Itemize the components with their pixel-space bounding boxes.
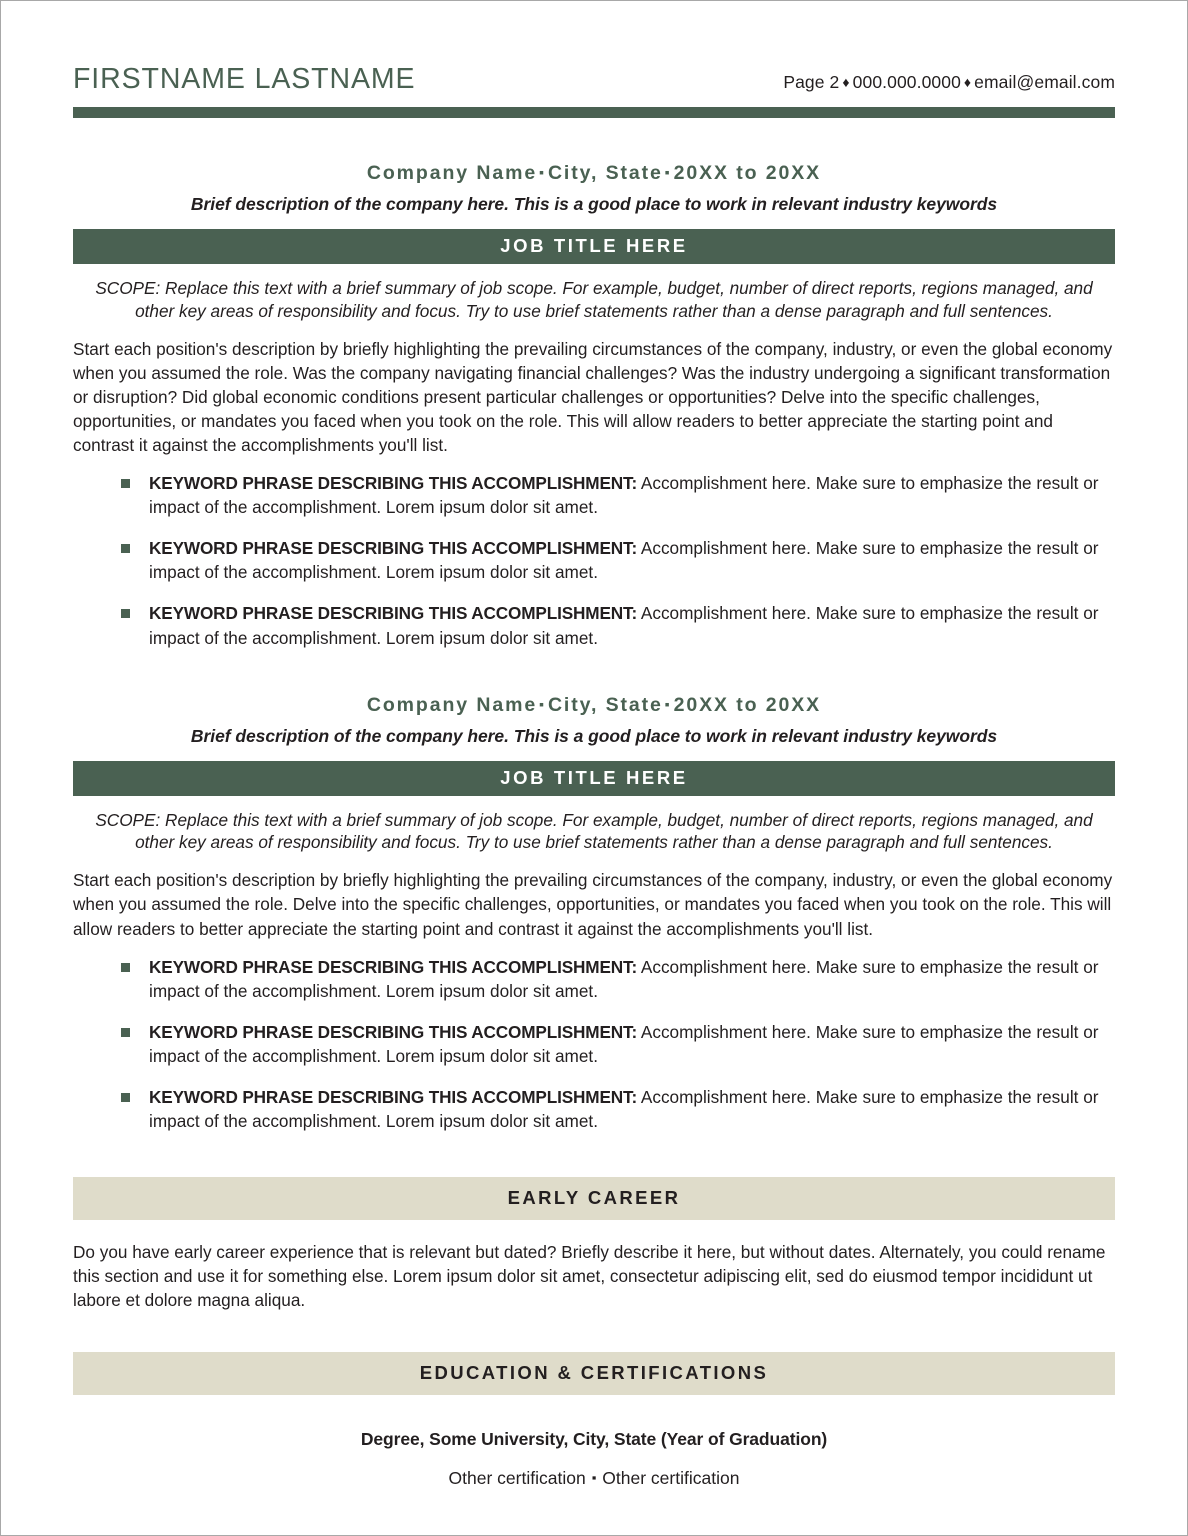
job-body-paragraph: Start each position's description by briefly highlighting the prevailing circumstances of the company, industry, or even the global economy when you assumed the role. Was the company navigating financial challenges? Was the industry undergoing a significant transformation or disruption? Did global economic conditions present particular challenges or opportunities? Delve into the specific challenges, opportunities, or mandates you faced when you took on the role. This will allow readers to better appreciate the starting point and contrast it against the accomplishments you'll list. [73,338,1113,456]
square-bullet-icon [121,1093,130,1102]
list-item [73,955,1115,1003]
accomplishment-text: Accomplishment here. Make sure to emphasize the result or impact of the accomplishment. Lorem ipsum dolor sit amet. [149,1021,1099,1066]
job-title-banner: JOB TITLE HERE [73,761,1115,796]
section-heading-early-career: EARLY CAREER [73,1177,1115,1220]
square-bullet-icon [121,963,130,972]
list-item [73,1085,1115,1133]
section-spacer [73,1312,1115,1352]
document-header [73,1,1115,96]
square-bullet-icon [121,479,130,488]
square-separator-icon: ▪ [591,1470,597,1486]
job-title-banner: JOB TITLE HERE [73,229,1115,264]
accomplishment-text: Accomplishment here. Make sure to emphasize the result or impact of the accomplishment. Lorem ipsum dolor sit amet. [149,956,1099,1001]
square-separator-icon: ▪ [539,164,546,180]
accomplishment-keyword: KEYWORD PHRASE DESCRIBING THIS ACCOMPLISHMENT: [149,603,638,624]
company-location: City, State [547,162,663,184]
certification-item: Other certification [448,1468,586,1489]
list-item [73,536,1115,584]
company-name: Company Name [366,162,538,184]
accomplishment-keyword: KEYWORD PHRASE DESCRIBING THIS ACCOMPLISHMENT: [149,1086,638,1107]
job-entry [73,162,1115,650]
company-location: City, State [547,693,663,716]
accomplishment-text: Accomplishment here. Make sure to emphasize the result or impact of the accomplishment. Lorem ipsum dolor sit amet. [149,1086,1099,1131]
diamond-separator-icon: ♦ [842,74,850,90]
square-separator-icon: ▪ [664,695,672,712]
section-spacer [73,1133,1115,1177]
diamond-separator-icon: ♦ [963,74,972,90]
page-content [1,1,1187,1489]
list-item [73,1020,1115,1068]
company-description: Brief description of the company here. This is a good place to work in relevant industry keywords [190,725,998,746]
company-description: Brief description of the company here. This is a good place to work in relevant industry keywords [190,194,998,214]
square-bullet-icon [121,1028,130,1037]
accomplishment-keyword: KEYWORD PHRASE DESCRIBING THIS ACCOMPLISHMENT: [149,1021,638,1042]
list-item [73,471,1115,519]
phone-number: 000.000.0000 [852,72,961,92]
header-divider-rule [73,107,1115,118]
square-bullet-icon [121,544,130,553]
education-certifications [73,1468,1115,1489]
company-heading [73,694,1115,717]
email-address[interactable]: email@email.com [974,72,1115,92]
accomplishments-list [73,955,1115,1133]
page-number-label: Page 2 [783,72,840,92]
header-contact-info [783,72,1115,93]
accomplishment-text: Accomplishment here. Make sure to emphasize the result or impact of the accomplishment. Lorem ipsum dolor sit amet. [149,603,1099,648]
section-heading-education: EDUCATION & CERTIFICATIONS [73,1352,1115,1395]
employment-dates: 20XX to 20XX [673,693,822,716]
accomplishments-list [73,471,1115,649]
list-item [73,601,1115,649]
job-body-paragraph: Start each position's description by briefly highlighting the prevailing circumstances of the company, industry, or even the global economy when you assumed the role. Delve into the specific challenges, opportunities, or mandates you faced when you took on the role. This will allow readers to better appreciate the starting point and contrast it against the accomplishments you'll list. [73,870,1113,939]
certification-item: Other certification [602,1468,740,1489]
page-title: FIRSTNAME LASTNAME [73,63,416,95]
employment-dates: 20XX to 20XX [673,162,822,184]
company-heading [73,162,1115,185]
accomplishment-text: Accomplishment here. Make sure to emphasize the result or impact of the accomplishment. Lorem ipsum dolor sit amet. [149,538,1099,583]
accomplishment-text: Accomplishment here. Make sure to emphasize the result or impact of the accomplishment. Lorem ipsum dolor sit amet. [149,473,1099,518]
early-career-paragraph: Do you have early career experience that is relevant but dated? Briefly describe it here, but without dates. Alternately, you could rename this section and use it for something else. Lorem ipsum dolor sit amet, consectetur adipiscing elit, sed do eiusmod tempor incididunt ut labore et dolore magna aliqua. [73,1242,1106,1311]
company-name: Company Name [366,693,538,716]
job-scope-paragraph: SCOPE: Replace this text with a brief summary of job scope. For example, budget, number of direct reports, regions managed, and other key areas of responsibility and focus. Try to use brief statements rather than a dense paragraph and full sentences. [95,809,1093,853]
accomplishment-keyword: KEYWORD PHRASE DESCRIBING THIS ACCOMPLISHMENT: [149,538,638,559]
education-degree: Degree, Some University, City, State (Year of Graduation) [360,1429,828,1450]
accomplishment-keyword: KEYWORD PHRASE DESCRIBING THIS ACCOMPLISHMENT: [149,956,638,977]
accomplishment-keyword: KEYWORD PHRASE DESCRIBING THIS ACCOMPLISHMENT: [149,473,638,494]
square-bullet-icon [121,609,130,618]
square-separator-icon: ▪ [664,164,672,180]
job-scope-paragraph: SCOPE: Replace this text with a brief summary of job scope. For example, budget, number of direct reports, regions managed, and other key areas of responsibility and focus. Try to use brief statements rather than a dense paragraph and full sentences. [95,278,1093,321]
square-separator-icon: ▪ [539,695,546,712]
job-entry [73,694,1115,1133]
